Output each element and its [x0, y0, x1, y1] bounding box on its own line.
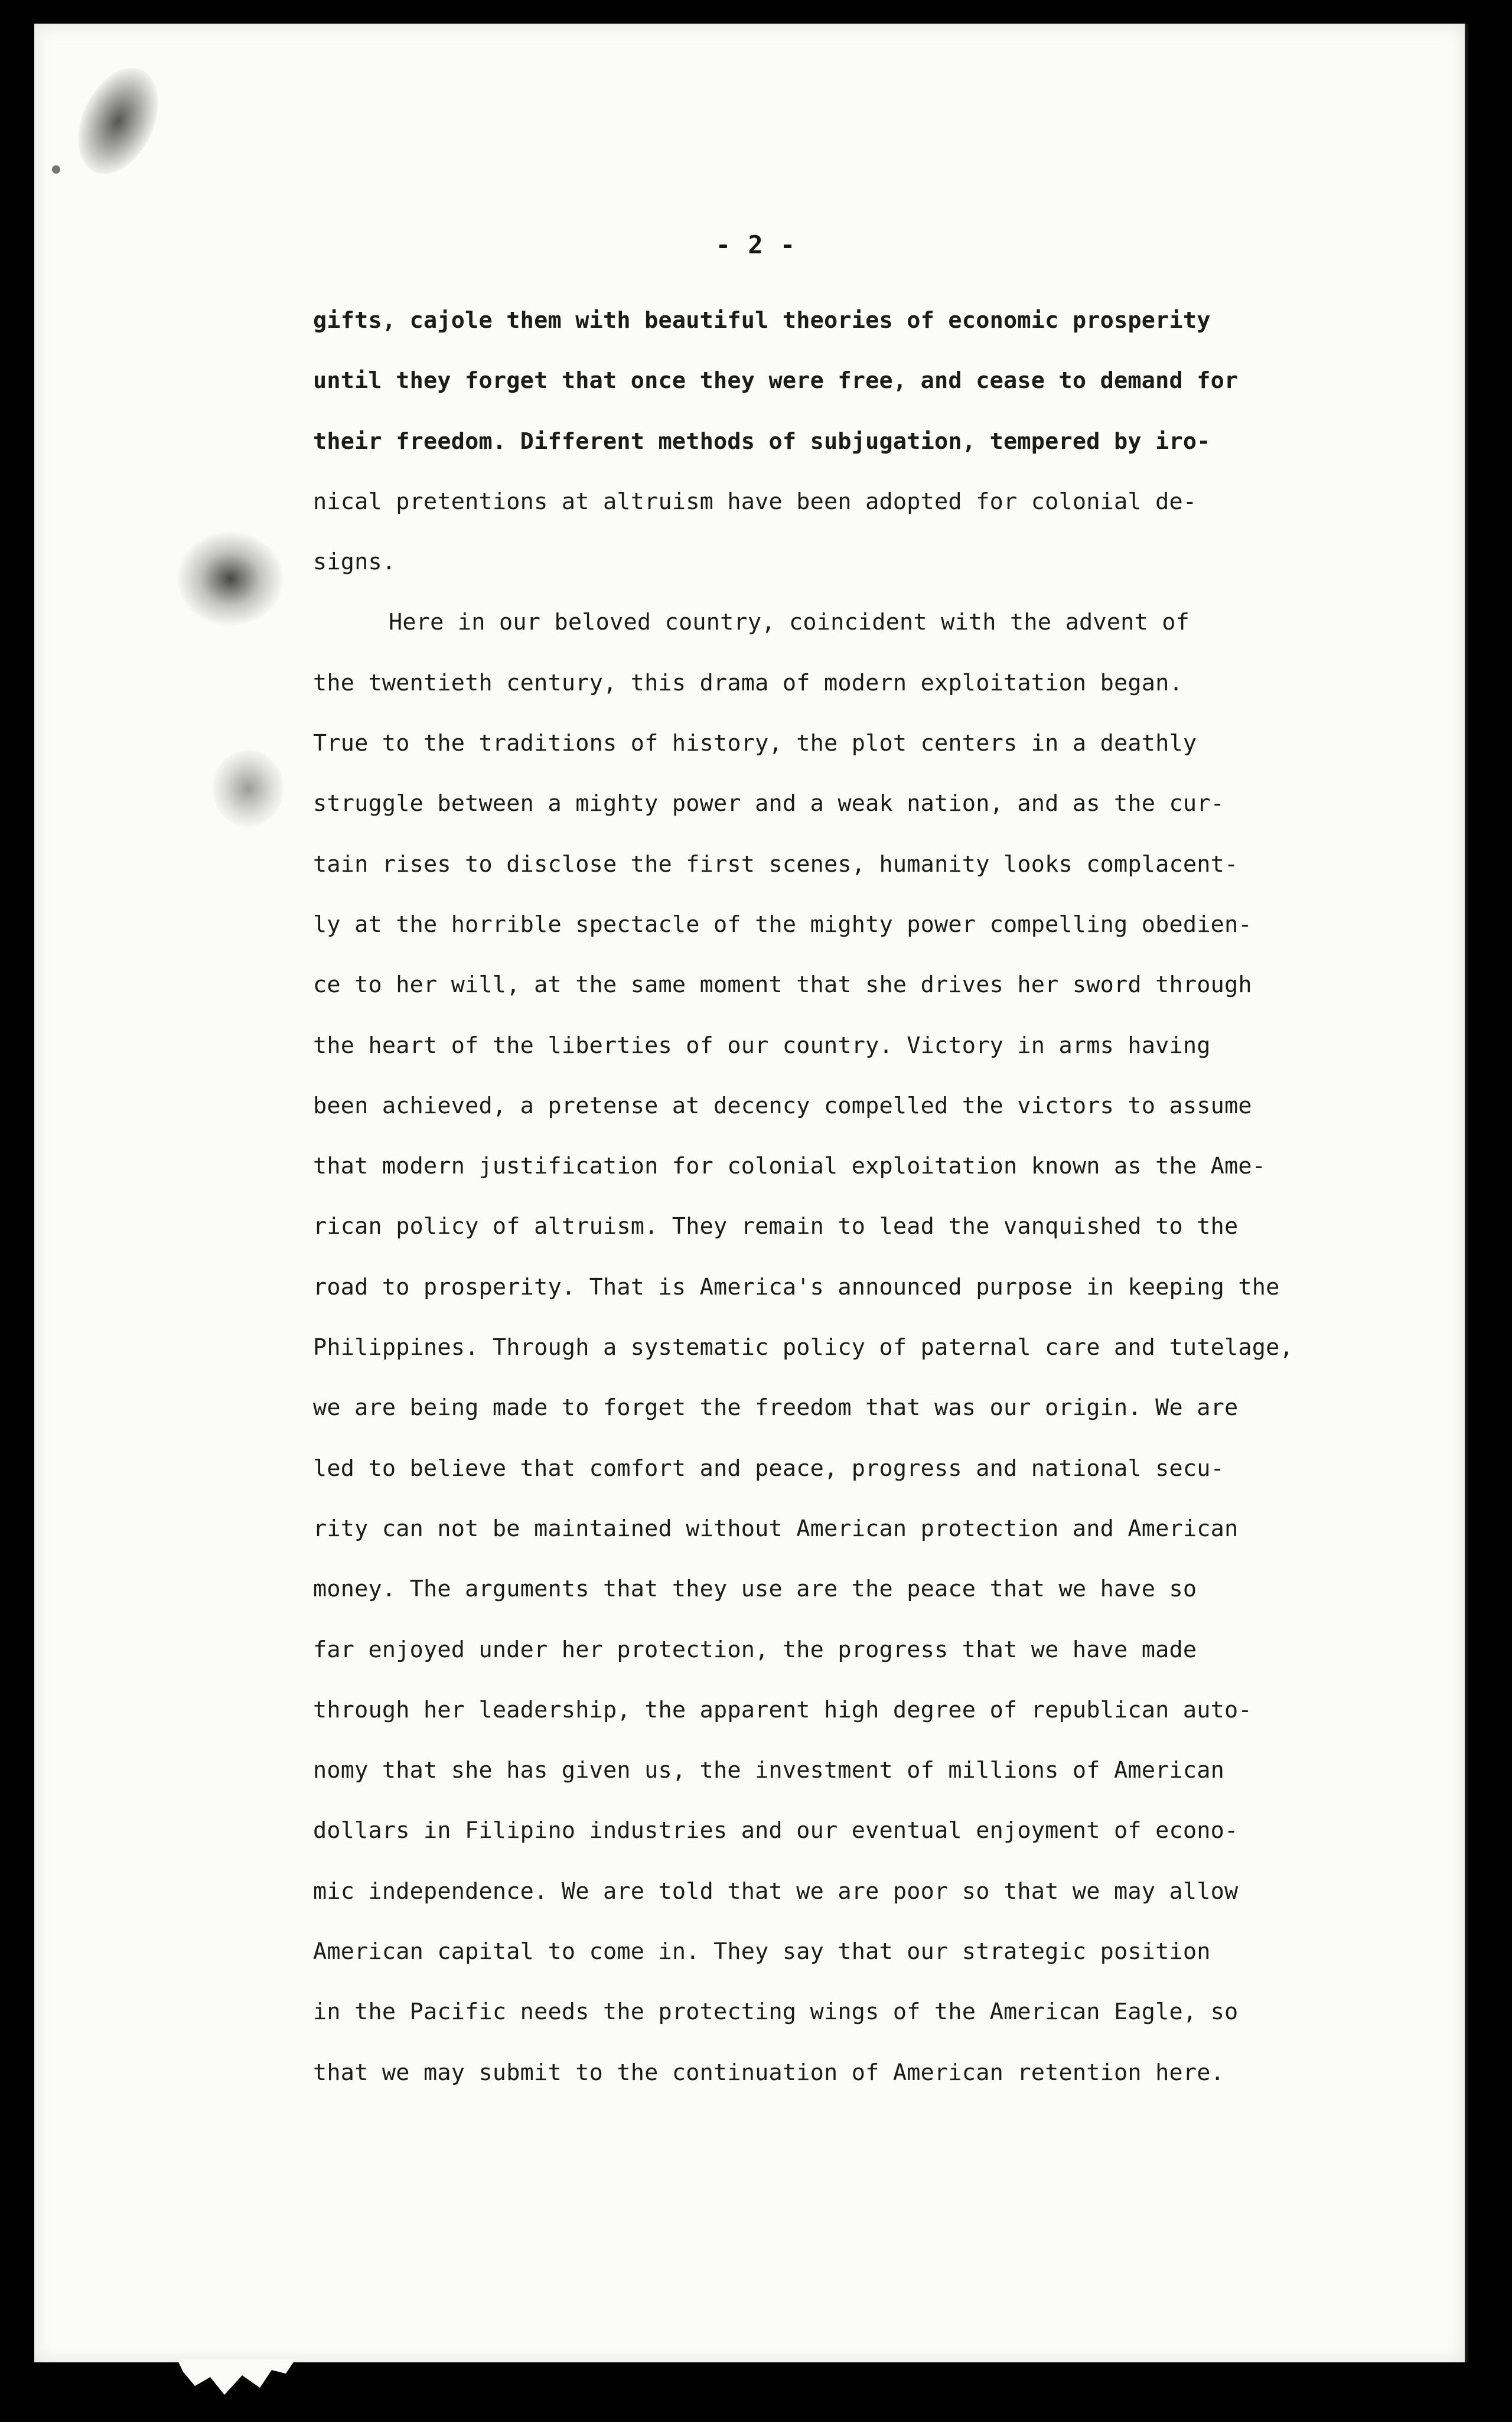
text-line: through her leadership, the apparent high degree of republican auto-	[313, 1696, 1252, 1723]
text-line: rity can not be maintained without American protection and American	[313, 1515, 1239, 1542]
text-line: nomy that she has given us, the investment of millions of American	[313, 1757, 1225, 1784]
text-line: American capital to come in. They say that our strategic position	[313, 1938, 1211, 1965]
text-line: tain rises to disclose the first scenes, humanity looks complacent-	[313, 850, 1239, 878]
text-line: the heart of the liberties of our country. Victory in arms having	[313, 1032, 1211, 1059]
text-line: been achieved, a pretense at decency compelled the victors to assume	[313, 1092, 1252, 1119]
page-number: - 2 -	[715, 230, 797, 259]
text-line: Philippines. Through a systematic policy of paternal care and tutelage,	[313, 1334, 1293, 1361]
text-line: road to prosperity. That is America's announced purpose in keeping the	[313, 1273, 1280, 1300]
text-line: far enjoyed under her protection, the progress that we have made	[313, 1636, 1197, 1663]
text-line: gifts, cajole them with beautiful theories of economic prosperity	[313, 307, 1211, 334]
typed-body-text	[313, 291, 1412, 2103]
text-line: struggle between a mighty power and a weak nation, and as the cur-	[313, 790, 1225, 817]
text-line: that modern justification for colonial exploitation known as the Ame-	[313, 1153, 1266, 1180]
text-line: rican policy of altruism. They remain to lead the vanquished to the	[313, 1213, 1239, 1240]
text-line: nical pretentions at altruism have been adopted for colonial de-	[313, 488, 1197, 515]
text-line: True to the traditions of history, the plot centers in a deathly	[313, 730, 1197, 757]
text-line: dollars in Filipino industries and our eventual enjoyment of econo-	[313, 1817, 1239, 1844]
text-line: ly at the horrible spectacle of the mighty power compelling obedien-	[313, 911, 1252, 938]
text-line: we are being made to forget the freedom that was our origin. We are	[313, 1394, 1239, 1422]
text-line: led to believe that comfort and peace, progress and national secu-	[313, 1455, 1225, 1482]
text-line: signs.	[313, 549, 396, 576]
text-line: money. The arguments that they use are the peace that we have so	[313, 1576, 1197, 1603]
text-line: the twentieth century, this drama of modern exploitation began.	[313, 669, 1183, 696]
text-line: ce to her will, at the same moment that she drives her sword through	[313, 972, 1252, 999]
text-line: in the Pacific needs the protecting wings of the American Eagle, so	[313, 1999, 1239, 2026]
torn-edge	[177, 2359, 295, 2395]
text-line: that we may submit to the continuation of American retention here.	[313, 2059, 1225, 2086]
text-line: Here in our beloved country, coincident with the advent of	[389, 609, 1190, 636]
text-line: until they forget that once they were free, and cease to demand for	[313, 367, 1239, 395]
text-line: mic independence. We are told that we are poor so that we may allow	[313, 1877, 1239, 1905]
text-line: their freedom. Different methods of subjugation, tempered by iro-	[313, 428, 1211, 455]
